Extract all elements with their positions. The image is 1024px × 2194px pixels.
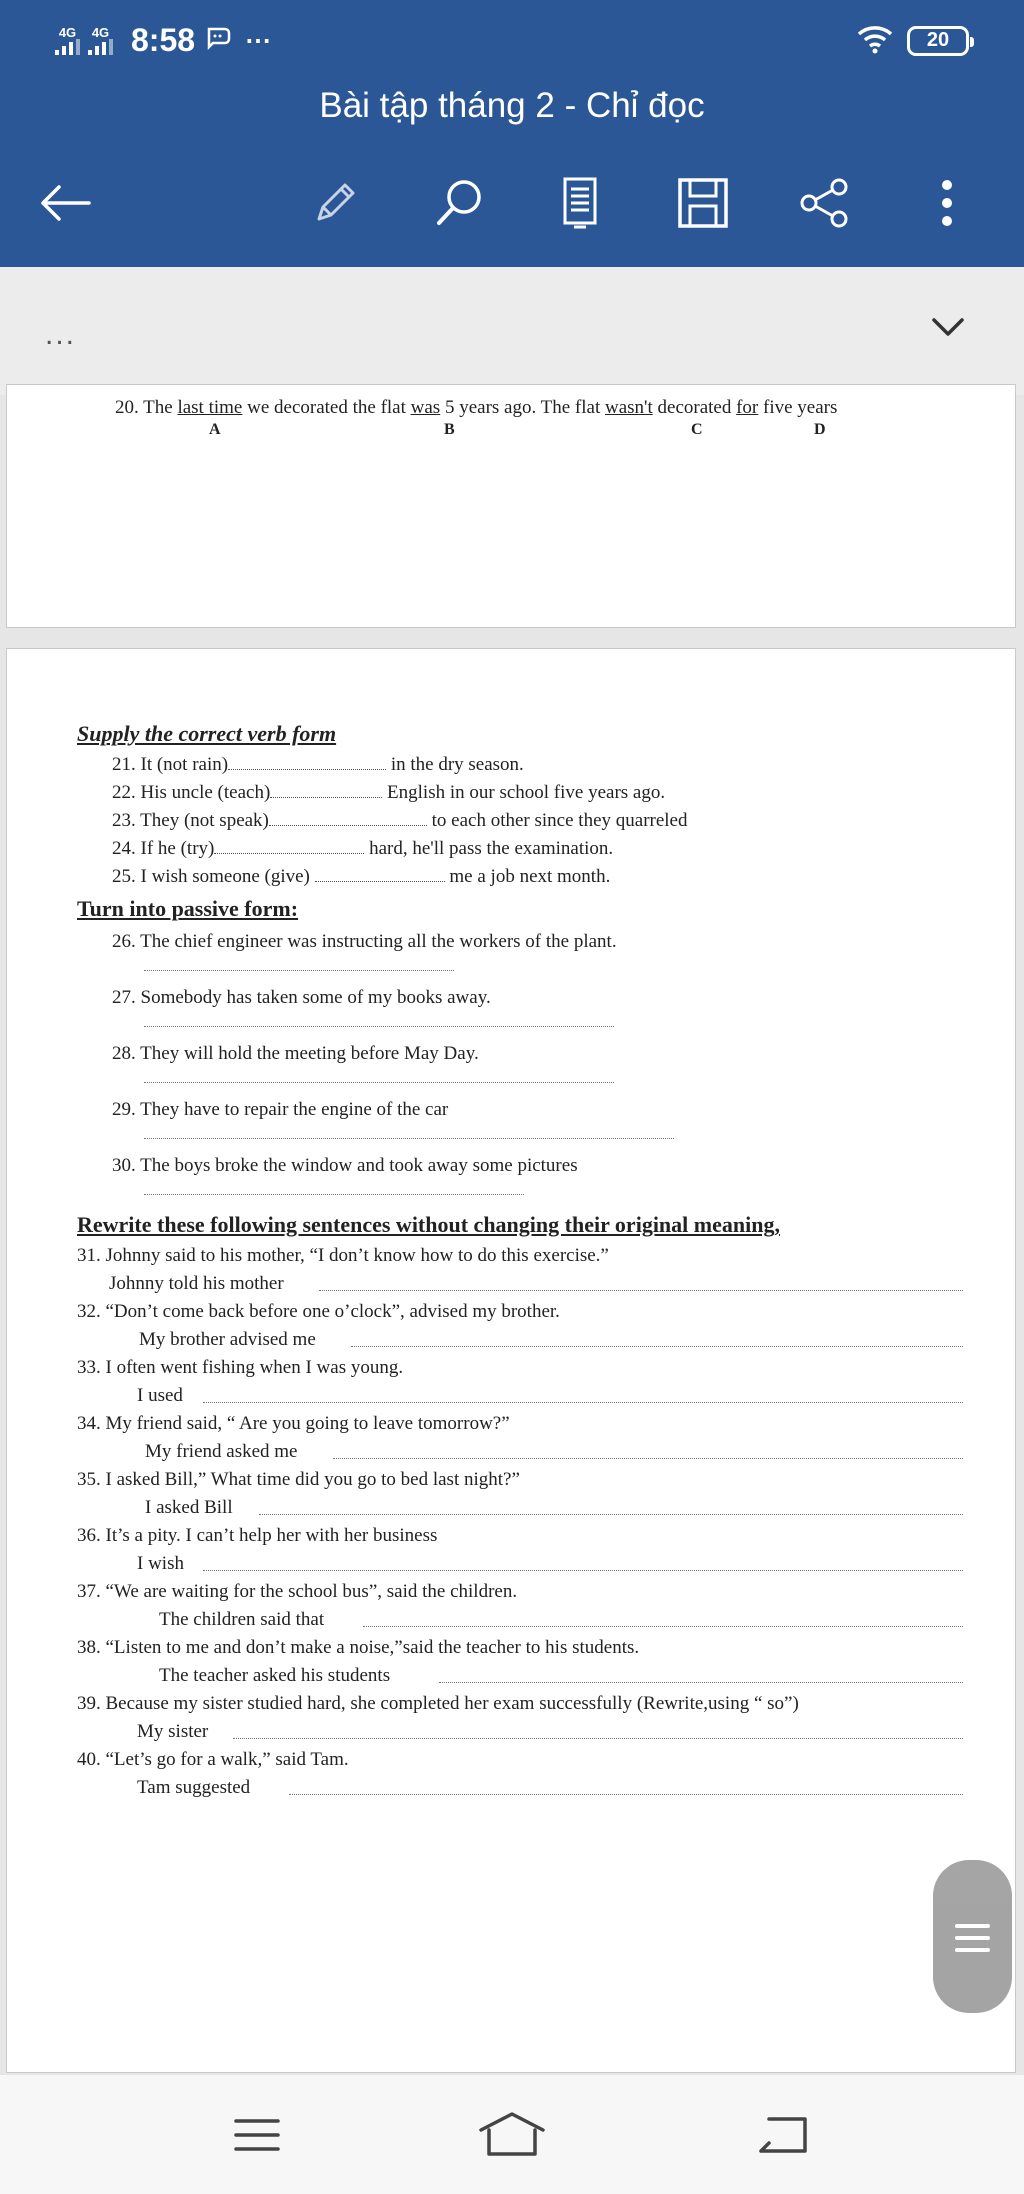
question-22: 22. His uncle (teach) English in our school five years ago. (112, 782, 666, 803)
clock: 8:58 (131, 21, 196, 58)
question-38: 38. “Listen to me and don’t make a noise,”said the teacher to his students. (77, 1637, 640, 1658)
ribbon-more-button[interactable]: ... (45, 318, 77, 351)
document-title: Bài tập tháng 2 - Chỉ đọc (319, 86, 705, 125)
signal-1: 4G (55, 26, 80, 55)
signal-bars-icon (55, 39, 80, 55)
answer-line-26[interactable] (144, 969, 454, 971)
letter-c: C (691, 421, 703, 438)
section-heading-verb-form: Supply the correct verb form (77, 721, 337, 746)
back-icon[interactable] (748, 2110, 818, 2160)
option-a: last time (177, 397, 243, 418)
question-24: 24. If he (try) hard, he'll pass the examination. (112, 838, 614, 859)
question-21: 21. It (not rain) in the dry season. (112, 754, 524, 775)
question-26: 26. The chief engineer was instructing all the workers of the plant. (112, 931, 617, 952)
question-33: 33. I often went fishing when I was young. (77, 1357, 404, 1378)
answer-line-31[interactable] (319, 1289, 963, 1291)
option-c: wasn't (605, 397, 653, 418)
ribbon-bar (0, 267, 1024, 395)
answer-line-39[interactable] (233, 1737, 963, 1739)
option-d: for (736, 397, 759, 418)
answer-prefix-31: Johnny told his mother (109, 1273, 284, 1294)
answer-prefix-37: The children said that (159, 1609, 325, 1630)
answer-prefix-40: Tam suggested (137, 1777, 251, 1798)
answer-line-29[interactable] (144, 1137, 674, 1139)
document-page-1 (6, 384, 1016, 628)
signal-bars-icon (88, 39, 113, 55)
answer-line-34[interactable] (333, 1457, 963, 1459)
letter-b: B (444, 421, 455, 438)
recent-apps-icon[interactable] (222, 2110, 292, 2160)
answer-line-28[interactable] (144, 1081, 614, 1083)
question-27: 27. Somebody has taken some of my books away. (112, 987, 491, 1008)
more-options-icon[interactable] (912, 168, 982, 238)
answer-line-37[interactable] (363, 1625, 963, 1627)
question-31: 31. Johnny said to his mother, “I don’t know how to do this exercise.” (77, 1245, 609, 1266)
option-b: was (410, 397, 441, 418)
answer-prefix-36: I wish (137, 1553, 184, 1574)
question-37: 37. “We are waiting for the school bus”, said the children. (77, 1581, 518, 1602)
question-40: 40. “Let’s go for a walk,” said Tam. (77, 1749, 349, 1770)
signal-2: 4G (88, 26, 113, 55)
messenger-icon (205, 22, 233, 59)
chevron-down-icon[interactable] (928, 312, 968, 347)
question-39: 39. Because my sister studied hard, she completed her exam successfully (Rewrite,using “ so”) (77, 1693, 799, 1714)
section-heading-passive: Turn into passive form: (77, 896, 299, 921)
answer-line-30[interactable] (144, 1193, 524, 1195)
answer-prefix-34: My friend asked me (145, 1441, 298, 1462)
share-icon[interactable] (790, 168, 860, 238)
search-icon[interactable] (425, 168, 495, 238)
answer-prefix-39: My sister (137, 1721, 209, 1742)
question-29: 29. They have to repair the engine of the car (112, 1099, 449, 1120)
answer-prefix-38: The teacher asked his students (159, 1665, 391, 1686)
letter-a: A (209, 421, 221, 438)
question-35: 35. I asked Bill,” What time did you go to bed last night?” (77, 1469, 520, 1490)
answer-prefix-35: I asked Bill (145, 1497, 233, 1518)
home-icon[interactable] (477, 2110, 547, 2160)
question-32: 32. “Don’t come back before one o’clock”, advised my brother. (77, 1301, 560, 1322)
reading-view-icon[interactable] (545, 168, 615, 238)
scroll-handle[interactable] (933, 1860, 1012, 2013)
more-notifications: ⋯ (245, 24, 272, 55)
answer-line-40[interactable] (289, 1793, 963, 1795)
answer-line-38[interactable] (439, 1681, 963, 1683)
edit-pencil-icon[interactable] (300, 168, 370, 238)
answer-line-27[interactable] (144, 1025, 614, 1027)
answer-prefix-33: I used (137, 1385, 183, 1406)
status-bar (55, 18, 271, 62)
question-20: 20. The last time we decorated the flat was 5 years ago. The flat wasn't decorated for five years (115, 397, 838, 418)
app-header (0, 0, 1024, 267)
answer-line-33[interactable] (203, 1401, 963, 1403)
question-36: 36. It’s a pity. I can’t help her with her business (77, 1525, 438, 1546)
answer-line-32[interactable] (351, 1345, 963, 1347)
answer-line-35[interactable] (259, 1513, 963, 1515)
question-25: 25. I wish someone (give) me a job next month. (112, 866, 611, 887)
question-34: 34. My friend said, “ Are you going to leave tomorrow?” (77, 1413, 510, 1434)
question-23: 23. They (not speak) to each other since they quarreled (112, 810, 688, 831)
answer-prefix-32: My brother advised me (139, 1329, 316, 1350)
battery-indicator: 20 (907, 26, 969, 56)
section-heading-rewrite: Rewrite these following sentences without changing their original meaning, (77, 1212, 780, 1237)
question-28: 28. They will hold the meeting before May Day. (112, 1043, 479, 1064)
document-page-2 (6, 648, 1016, 2073)
back-arrow-icon[interactable] (30, 168, 100, 238)
answer-line-36[interactable] (203, 1569, 963, 1571)
question-30: 30. The boys broke the window and took away some pictures (112, 1155, 578, 1176)
status-right (855, 22, 969, 59)
save-icon[interactable] (668, 168, 738, 238)
wifi-icon (855, 22, 895, 59)
letter-d: D (814, 421, 826, 438)
